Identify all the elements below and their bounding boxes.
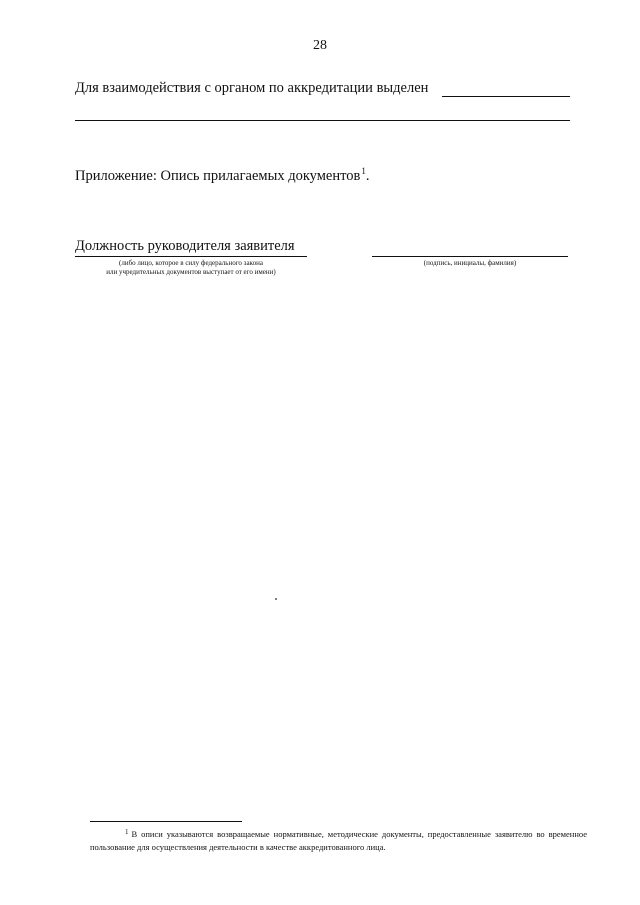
position-title: Должность руководителя заявителя [75, 238, 295, 254]
footnote-marker: 1 [125, 828, 129, 836]
footnote-text: В описи указываются возвращаемые нормативные, методические документы, предоставленные заявителю во временное пользование для осуществления деятельности в качестве аккредитованного лица. [90, 829, 587, 852]
interaction-blank-line [442, 96, 570, 97]
position-caption-line-2: или учредительных документов выступает от его имени) [106, 268, 276, 276]
attachment-period: . [365, 168, 370, 184]
attachment-line [75, 166, 369, 185]
footnote-separator [90, 821, 242, 822]
interaction-continuation-line [75, 120, 570, 121]
page-number: 28 [313, 38, 327, 53]
attachment-text: Приложение: Опись прилагаемых документов [75, 168, 361, 184]
interaction-statement: Для взаимодействия с органом по аккредитации выделен [75, 80, 429, 96]
footnote [90, 826, 587, 854]
position-caption-line-1: (либо лицо, которое в силу федерального закона [119, 259, 263, 267]
scan-speck [275, 598, 277, 600]
position-underline [75, 256, 307, 257]
signature-caption: (подпись, инициалы, фамилия) [423, 259, 517, 267]
footnote-reference: 1 [361, 166, 366, 176]
position-caption [75, 259, 307, 277]
signature-line [372, 256, 568, 257]
